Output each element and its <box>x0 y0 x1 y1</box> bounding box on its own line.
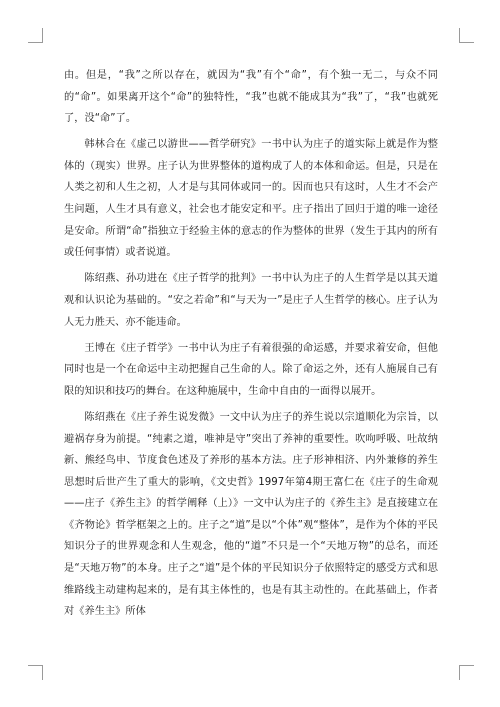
crop-mark-bottom-left <box>28 665 43 680</box>
document-body <box>64 65 438 627</box>
paragraph-4: 王博在《庄子哲学》一书中认为庄子有着很强的命运感，并要求着安命，但他同时也是一个在命运中主动把握自己生命的人。除了命运之外，还有人施展自己有限的知识和技巧的舞台。在这种施展中，生命中自由的一面得以展开。 <box>64 342 438 397</box>
crop-mark-top-right <box>459 28 474 43</box>
paragraph-1: 由。但是，“我”之所以存在，就因为“我”有个“命”，有个独一无二，与众不同的“命”。如果离开这个“命”的独特性，“我”也就不能成其为“我”了，“我”也就死了，没“命”了。 <box>64 70 438 125</box>
paragraph-5: 陈绍燕在《庄子养生说发微》一文中认为庄子的养生说以宗道顺化为宗旨，以避祸存身为前提。“纯素之道，唯神是守”突出了养神的重要性。吹呴呼吸、吐故纳新、熊经鸟申、节度食色述及了养形的基本方法。庄子形神相济、内外兼修的养生思想时后世产生了重大的影响，《文史哲》1997年第4期王富仁在《庄子的生命观——庄子《养生主》的哲学阐释（上）》一文中认为庄子的《养生主》是直接建立在《齐物论》哲学框架之上的。庄子之“道”是以“个体”观“整体”，是作为个体的平民知识分子的世界观念和人生观念，他的“道”不只是一个“天地万物”的总名，而还是“天地万物”的本身。庄子之“道”是个体的平民知识分子依照特定的感受方式和思维路线主动建构起来的，是有其主体性的，也是有其主动性的。在此基础上，作者对《养生主》所体 <box>64 411 438 618</box>
crop-mark-bottom-right <box>459 665 474 680</box>
crop-mark-top-left <box>28 28 43 43</box>
paragraph-2: 韩林合在《虚己以游世——哲学研究》一书中认为庄子的道实际上就是作为整体的（现实）世界。庄子认为世界整体的道构成了人的本体和命运。但是，只是在人类之初和人生之初，人才是与其同体或同一的。因而也只有这时，人生才不会产生问题，人生才具有意义，社会也才能安定和平。庄子指出了回归于道的唯一途径是安命。所谓“命”指独立于经验主体的意志的作为整体的世界（发生于其内的所有或任何事情）或者说道。 <box>64 139 438 259</box>
paragraph-3: 陈绍燕、孙功进在《庄子哲学的批判》一书中认为庄子的人生哲学是以其天道观和认识论为基础的。“安之若命”和“与天为一”是庄子人生哲学的核心。庄子认为人无力胜天、亦不能违命。 <box>64 273 438 328</box>
